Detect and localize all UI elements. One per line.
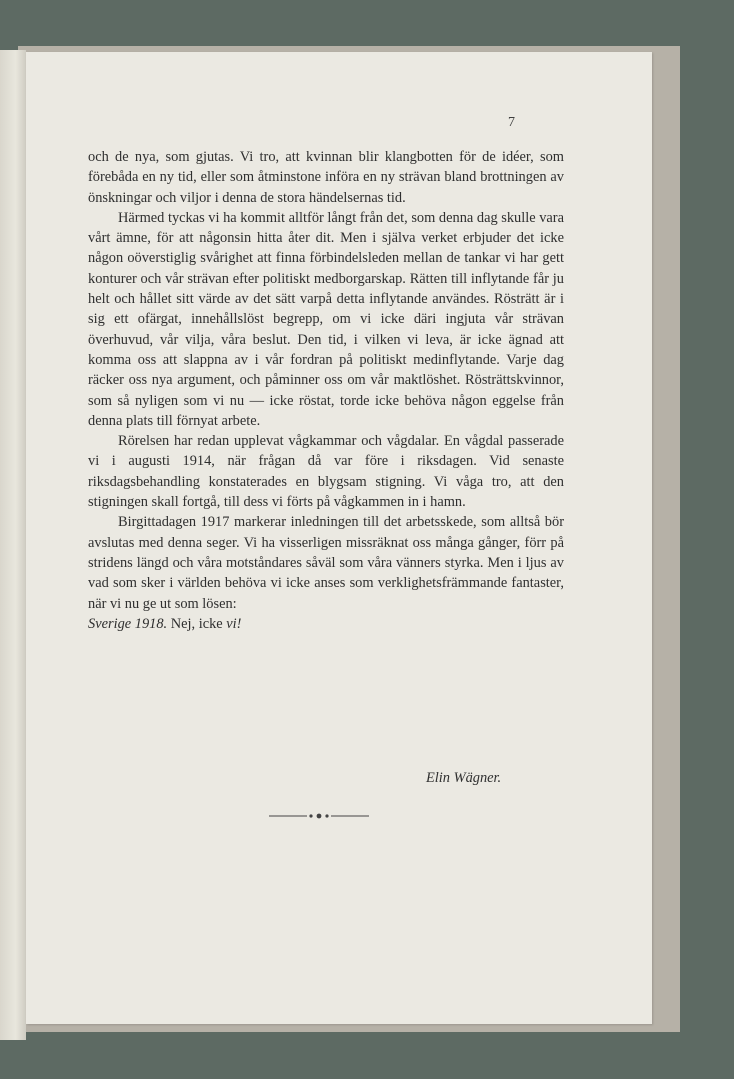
closing-emphasis: vi! (226, 615, 242, 632)
closing-rest: Nej, icke (167, 615, 227, 632)
closing-line (88, 614, 564, 634)
signature: Elin Wägner. (426, 770, 502, 786)
previous-page-edge (0, 50, 26, 1040)
body-text (88, 147, 564, 634)
ornament-divider-icon (269, 810, 369, 822)
paragraph-2: Härmed tyckas vi ha kommit alltför långt från det, som denna dag skulle vara vårt ämne, för att någonsin hitta åter dit. Men i själva verket erbjuder det icke någon oöverstiglig svårighet att finna förbindelsleden mellan de tankar vi har gett konturer och vår strävan efter politiskt medborgarskap. Rätten till inflytande får ju helt och hållet sitt värde av det sätt varpå detta inflytande användes. Rösträtt är i sig ett ofärgat, innehållslöst begrepp, om vi icke däri ingjuta vår strävan överhuvud, vår vilja, våra beslut. Den tid, i vilken vi leva, är icke ägnad att komma oss att slappna av i vår fordran på politiskt medinflytande. Varje dag räcker oss nya argument, och påminner oss om vår maktlöshet. Rösträttskvinnor, som så nyligen som vi nu — icke röstat, torde icke behöva någon eggelse från denna plats till förnyat arbete. (88, 209, 564, 429)
paragraph-3: Rörelsen har redan upplevat vågkammar och vågdalar. En vågdal passerade vi i augusti 1914, när frågan då var före i riksdagen. Vid senaste riksdagsbehandling konstaterades en blygsam stigning. Vi våga tro, att den stigningen skall fortgå, till dess vi förts på vågkammen in i hamn. (88, 433, 564, 511)
paragraph-1: och de nya, som gjutas. Vi tro, att kvinnan blir klangbotten för de idéer, som förebåda en ny tid, eller som åtminstone införa en ny strävan bland brottningen av önskningar och viljor i denna de stora händelsernas tid. (88, 149, 564, 206)
document-page (26, 52, 652, 1024)
page-number: 7 (508, 115, 515, 130)
paragraph-4: Birgittadagen 1917 markerar inledningen till det arbetsskede, som alltså bör avslutas med denna seger. Vi ha visserligen missräknat oss många gånger, förr på stridens längd och våra motståndares såväl som våra vänners styrka. Men i ljus av vad som sker i världen behöva vi icke anses som verklighetsfrämmande fantaster, när vi nu ge ut som lösen: (88, 514, 564, 612)
motto: Sverige 1918. (88, 615, 168, 632)
